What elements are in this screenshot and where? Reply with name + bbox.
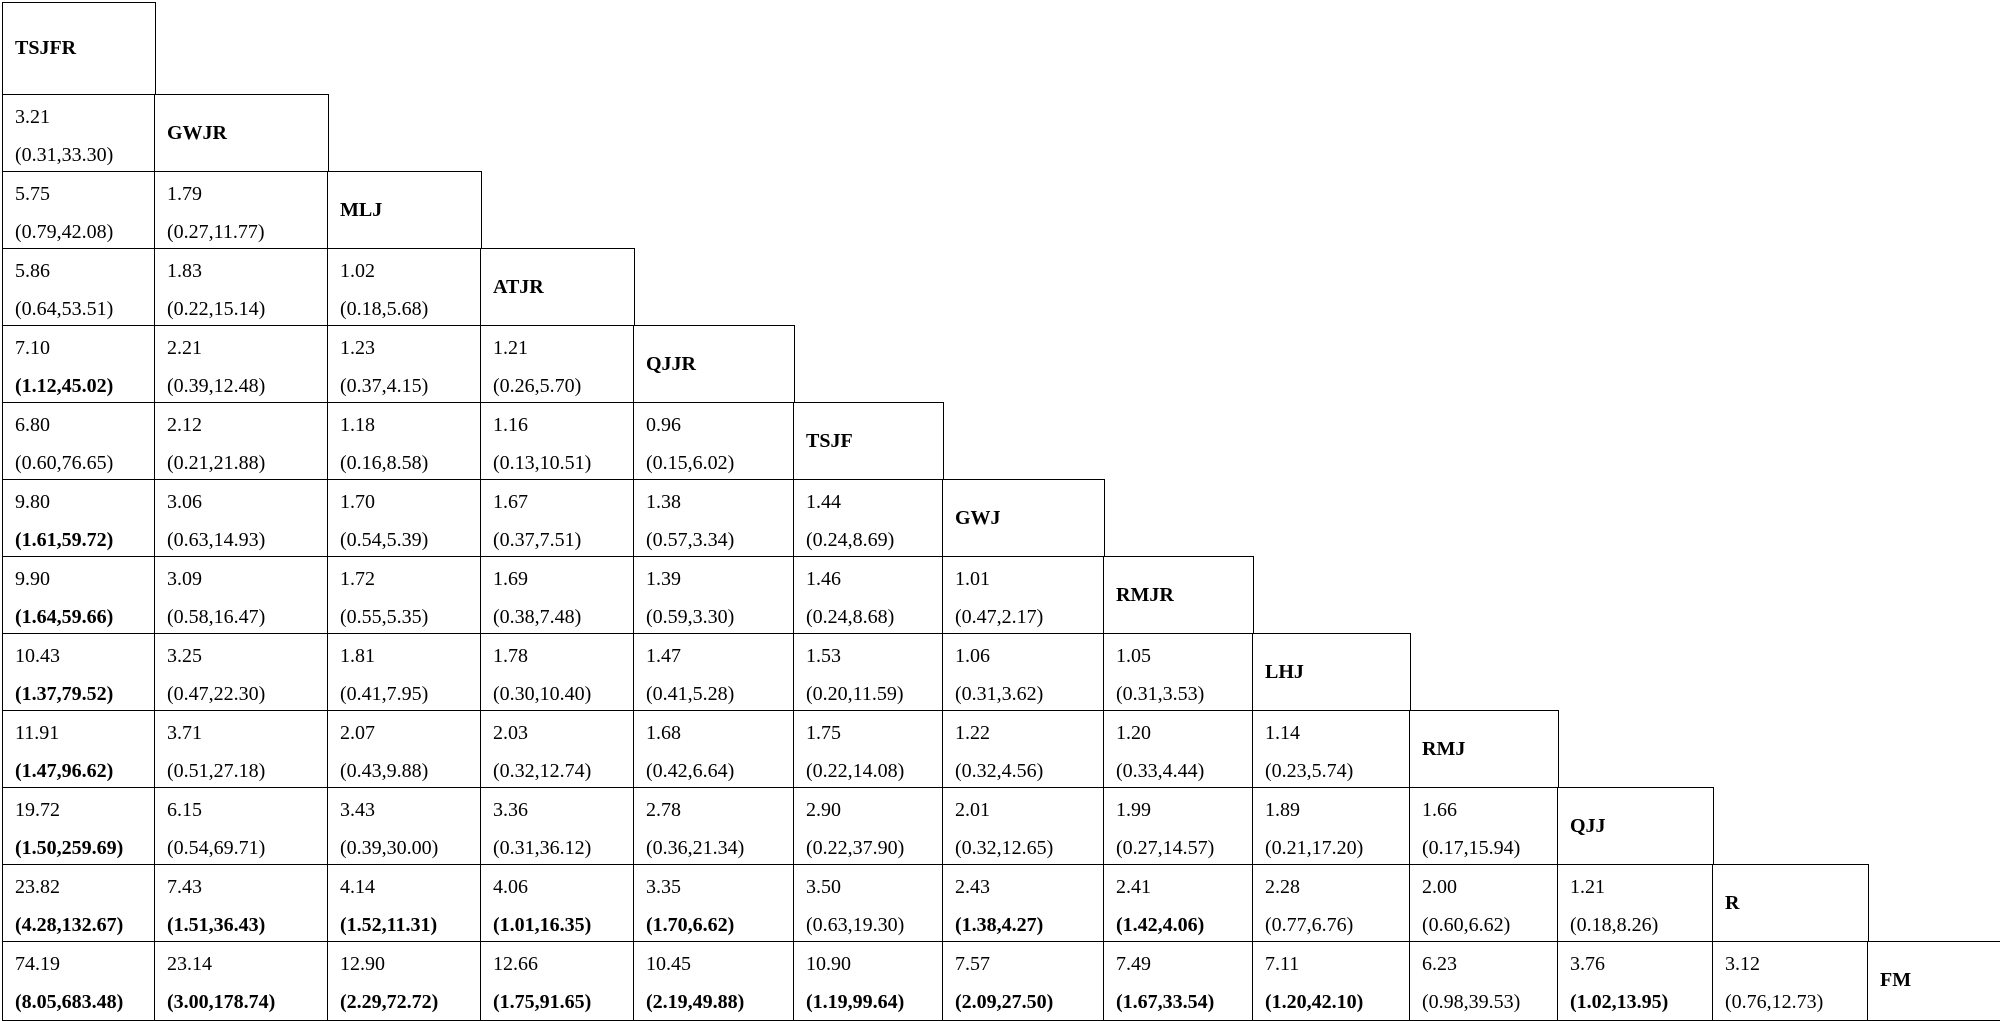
table-cell — [633, 402, 795, 481]
effect-estimate: 10.45 — [646, 953, 691, 975]
treatment-header — [1712, 864, 1869, 943]
table-cell — [327, 556, 482, 635]
treatment-header — [1252, 633, 1411, 712]
confidence-interval: (0.31,3.62) — [955, 683, 1044, 705]
confidence-interval: (0.26,5.70) — [493, 375, 582, 397]
table-cell — [154, 787, 329, 866]
table-cell — [793, 864, 944, 943]
confidence-interval: (0.58,16.47) — [167, 606, 266, 628]
table-cell — [327, 941, 482, 1021]
table-cell — [480, 325, 635, 404]
effect-estimate: 1.05 — [1116, 645, 1151, 667]
confidence-interval: (0.30,10.40) — [493, 683, 592, 705]
table-cell — [2, 633, 156, 712]
table-cell — [942, 633, 1105, 712]
confidence-interval: (0.32,12.74) — [493, 760, 592, 782]
effect-estimate: 9.80 — [15, 491, 50, 513]
table-cell — [2, 787, 156, 866]
confidence-interval: (0.37,7.51) — [493, 529, 582, 551]
confidence-interval: (0.27,14.57) — [1116, 837, 1215, 859]
table-cell — [633, 710, 795, 789]
effect-estimate: 4.14 — [340, 876, 375, 898]
confidence-interval: (0.42,6.64) — [646, 760, 735, 782]
confidence-interval: (0.98,39.53) — [1422, 991, 1521, 1013]
confidence-interval: (2.19,49.88) — [646, 991, 745, 1013]
table-cell — [1103, 633, 1254, 712]
confidence-interval: (0.41,5.28) — [646, 683, 735, 705]
treatment-header — [1103, 556, 1254, 635]
table-cell — [327, 633, 482, 712]
effect-estimate: 1.02 — [340, 260, 375, 282]
effect-estimate: 7.57 — [955, 953, 990, 975]
confidence-interval: (0.31,3.53) — [1116, 683, 1205, 705]
table-cell — [633, 864, 795, 943]
table-cell — [327, 325, 482, 404]
confidence-interval: (2.29,72.72) — [340, 991, 439, 1013]
table-cell — [154, 556, 329, 635]
table-cell — [1252, 941, 1411, 1021]
treatment-label: R — [1725, 891, 1740, 914]
table-cell — [1557, 941, 1714, 1021]
table-cell — [2, 864, 156, 943]
effect-estimate: 6.80 — [15, 414, 50, 436]
confidence-interval: (0.38,7.48) — [493, 606, 582, 628]
table-cell — [2, 248, 156, 327]
effect-estimate: 3.35 — [646, 876, 681, 898]
effect-estimate: 1.79 — [167, 183, 202, 205]
confidence-interval: (0.47,2.17) — [955, 606, 1044, 628]
effect-estimate: 1.68 — [646, 722, 681, 744]
confidence-interval: (1.02,13.95) — [1570, 991, 1669, 1013]
confidence-interval: (1.42,4.06) — [1116, 914, 1205, 936]
effect-estimate: 1.21 — [493, 337, 528, 359]
confidence-interval: (0.64,53.51) — [15, 298, 114, 320]
confidence-interval: (0.77,6.76) — [1265, 914, 1354, 936]
confidence-interval: (0.33,4.44) — [1116, 760, 1205, 782]
table-cell — [2, 171, 156, 250]
confidence-interval: (0.36,21.34) — [646, 837, 745, 859]
confidence-interval: (1.67,33.54) — [1116, 991, 1215, 1013]
confidence-interval: (0.20,11.59) — [806, 683, 904, 705]
effect-estimate: 1.72 — [340, 568, 375, 590]
table-cell — [942, 864, 1105, 943]
table-cell — [480, 633, 635, 712]
effect-estimate: 2.00 — [1422, 876, 1457, 898]
table-cell — [154, 864, 329, 943]
treatment-header — [1557, 787, 1714, 866]
table-cell — [1103, 710, 1254, 789]
effect-estimate: 3.25 — [167, 645, 202, 667]
confidence-interval: (0.32,12.65) — [955, 837, 1054, 859]
effect-estimate: 12.90 — [340, 953, 385, 975]
effect-estimate: 3.06 — [167, 491, 202, 513]
effect-estimate: 2.21 — [167, 337, 202, 359]
effect-estimate: 11.91 — [15, 722, 60, 744]
table-cell — [480, 402, 635, 481]
effect-estimate: 1.21 — [1570, 876, 1605, 898]
table-cell — [633, 479, 795, 558]
table-cell — [480, 556, 635, 635]
effect-estimate: 1.81 — [340, 645, 375, 667]
confidence-interval: (0.79,42.08) — [15, 221, 114, 243]
effect-estimate: 7.11 — [1265, 953, 1300, 975]
treatment-label: TSJFR — [15, 37, 77, 60]
table-cell — [2, 94, 156, 173]
treatment-header — [327, 171, 482, 250]
table-cell — [327, 248, 482, 327]
confidence-interval: (1.70,6.62) — [646, 914, 735, 936]
table-cell — [327, 787, 482, 866]
effect-estimate: 5.86 — [15, 260, 50, 282]
effect-estimate: 2.12 — [167, 414, 202, 436]
effect-estimate: 1.22 — [955, 722, 990, 744]
table-cell — [154, 710, 329, 789]
table-cell — [633, 787, 795, 866]
table-cell — [2, 479, 156, 558]
confidence-interval: (0.24,8.68) — [806, 606, 895, 628]
confidence-interval: (0.21,17.20) — [1265, 837, 1364, 859]
treatment-label: ATJR — [493, 275, 544, 298]
effect-estimate: 3.21 — [15, 106, 50, 128]
confidence-interval: (0.51,27.18) — [167, 760, 266, 782]
effect-estimate: 74.19 — [15, 953, 60, 975]
effect-estimate: 4.06 — [493, 876, 528, 898]
confidence-interval: (0.16,8.58) — [340, 452, 429, 474]
effect-estimate: 1.46 — [806, 568, 841, 590]
effect-estimate: 7.43 — [167, 876, 202, 898]
table-cell — [1557, 864, 1714, 943]
confidence-interval: (1.51,36.43) — [167, 914, 266, 936]
treatment-label: QJJR — [646, 352, 696, 375]
table-cell — [793, 941, 944, 1021]
effect-estimate: 2.90 — [806, 799, 841, 821]
effect-estimate: 1.14 — [1265, 722, 1300, 744]
effect-estimate: 2.03 — [493, 722, 528, 744]
table-cell — [1252, 787, 1411, 866]
table-cell — [480, 479, 635, 558]
confidence-interval: (1.61,59.72) — [15, 529, 114, 551]
confidence-interval: (0.24,8.69) — [806, 529, 895, 551]
confidence-interval: (1.20,42.10) — [1265, 991, 1364, 1013]
treatment-header — [633, 325, 795, 404]
confidence-interval: (0.22,37.90) — [806, 837, 905, 859]
effect-estimate: 1.89 — [1265, 799, 1300, 821]
table-cell — [1252, 710, 1411, 789]
effect-estimate: 10.90 — [806, 953, 851, 975]
effect-estimate: 3.50 — [806, 876, 841, 898]
table-cell — [1712, 941, 1869, 1021]
confidence-interval: (0.27,11.77) — [167, 221, 265, 243]
confidence-interval: (0.59,3.30) — [646, 606, 735, 628]
effect-estimate: 1.75 — [806, 722, 841, 744]
confidence-interval: (0.37,4.15) — [340, 375, 429, 397]
treatment-label: MLJ — [340, 198, 383, 221]
confidence-interval: (0.18,8.26) — [1570, 914, 1659, 936]
effect-estimate: 6.15 — [167, 799, 202, 821]
confidence-interval: (1.37,79.52) — [15, 683, 114, 705]
effect-estimate: 10.43 — [15, 645, 60, 667]
table-cell — [480, 941, 635, 1021]
treatment-header — [480, 248, 635, 327]
effect-estimate: 1.06 — [955, 645, 990, 667]
confidence-interval: (4.28,132.67) — [15, 914, 124, 936]
effect-estimate: 2.01 — [955, 799, 990, 821]
effect-estimate: 5.75 — [15, 183, 50, 205]
effect-estimate: 1.44 — [806, 491, 841, 513]
table-cell — [633, 556, 795, 635]
confidence-interval: (1.47,96.62) — [15, 760, 114, 782]
treatment-header — [1867, 941, 2000, 1021]
confidence-interval: (0.47,22.30) — [167, 683, 266, 705]
effect-estimate: 1.23 — [340, 337, 375, 359]
effect-estimate: 0.96 — [646, 414, 681, 436]
effect-estimate: 3.36 — [493, 799, 528, 821]
table-cell — [2, 710, 156, 789]
table-cell — [480, 787, 635, 866]
confidence-interval: (1.52,11.31) — [340, 914, 438, 936]
treatment-label: FM — [1880, 969, 1912, 992]
treatment-label: GWJ — [955, 506, 1001, 529]
table-cell — [942, 710, 1105, 789]
treatment-label: RMJ — [1422, 737, 1466, 760]
table-cell — [1409, 941, 1559, 1021]
confidence-interval: (0.55,5.35) — [340, 606, 429, 628]
table-cell — [1103, 941, 1254, 1021]
confidence-interval: (0.21,21.88) — [167, 452, 266, 474]
effect-estimate: 1.99 — [1116, 799, 1151, 821]
table-cell — [2, 325, 156, 404]
effect-estimate: 1.18 — [340, 414, 375, 436]
confidence-interval: (0.39,12.48) — [167, 375, 266, 397]
effect-estimate: 1.83 — [167, 260, 202, 282]
table-cell — [2, 402, 156, 481]
effect-estimate: 12.66 — [493, 953, 538, 975]
confidence-interval: (1.19,99.64) — [806, 991, 905, 1013]
table-cell — [793, 710, 944, 789]
confidence-interval: (2.09,27.50) — [955, 991, 1054, 1013]
table-cell — [1252, 864, 1411, 943]
effect-estimate: 3.76 — [1570, 953, 1605, 975]
table-cell — [154, 402, 329, 481]
treatment-header — [1409, 710, 1559, 789]
effect-estimate: 1.16 — [493, 414, 528, 436]
table-cell — [2, 941, 156, 1021]
confidence-interval: (0.43,9.88) — [340, 760, 429, 782]
table-cell — [154, 479, 329, 558]
table-cell — [154, 325, 329, 404]
confidence-interval: (0.31,33.30) — [15, 144, 114, 166]
effect-estimate: 3.43 — [340, 799, 375, 821]
treatment-header — [2, 2, 156, 96]
confidence-interval: (0.31,36.12) — [493, 837, 592, 859]
effect-estimate: 2.28 — [1265, 876, 1300, 898]
effect-estimate: 3.12 — [1725, 953, 1760, 975]
effect-estimate: 2.78 — [646, 799, 681, 821]
table-cell — [327, 864, 482, 943]
confidence-interval: (1.01,16.35) — [493, 914, 592, 936]
effect-estimate: 1.20 — [1116, 722, 1151, 744]
effect-estimate: 1.01 — [955, 568, 990, 590]
effect-estimate: 23.82 — [15, 876, 60, 898]
effect-estimate: 23.14 — [167, 953, 212, 975]
table-cell — [154, 248, 329, 327]
table-cell — [154, 941, 329, 1021]
table-cell — [154, 171, 329, 250]
confidence-interval: (1.12,45.02) — [15, 375, 114, 397]
effect-estimate: 2.43 — [955, 876, 990, 898]
effect-estimate: 2.41 — [1116, 876, 1151, 898]
treatment-label: RMJR — [1116, 583, 1174, 606]
table-cell — [1103, 787, 1254, 866]
treatment-header — [942, 479, 1105, 558]
table-cell — [793, 633, 944, 712]
effect-estimate: 1.70 — [340, 491, 375, 513]
treatment-header — [154, 94, 329, 173]
table-cell — [327, 402, 482, 481]
effect-estimate: 7.10 — [15, 337, 50, 359]
confidence-interval: (1.75,91.65) — [493, 991, 592, 1013]
effect-estimate: 9.90 — [15, 568, 50, 590]
table-cell — [793, 479, 944, 558]
effect-estimate: 1.67 — [493, 491, 528, 513]
confidence-interval: (0.23,5.74) — [1265, 760, 1354, 782]
treatment-label: QJJ — [1570, 814, 1606, 837]
effect-estimate: 1.53 — [806, 645, 841, 667]
table-cell — [942, 787, 1105, 866]
confidence-interval: (0.32,4.56) — [955, 760, 1044, 782]
treatment-header — [793, 402, 944, 481]
confidence-interval: (0.63,19.30) — [806, 914, 905, 936]
table-cell — [2, 556, 156, 635]
table-cell — [1103, 864, 1254, 943]
effect-estimate: 19.72 — [15, 799, 60, 821]
confidence-interval: (0.18,5.68) — [340, 298, 429, 320]
effect-estimate: 1.78 — [493, 645, 528, 667]
effect-estimate: 2.07 — [340, 722, 375, 744]
table-cell — [327, 479, 482, 558]
treatment-label: LHJ — [1265, 660, 1304, 683]
table-cell — [942, 556, 1105, 635]
effect-estimate: 1.47 — [646, 645, 681, 667]
confidence-interval: (0.63,14.93) — [167, 529, 266, 551]
treatment-label: TSJF — [806, 429, 853, 452]
confidence-interval: (0.60,76.65) — [15, 452, 114, 474]
table-cell — [480, 710, 635, 789]
confidence-interval: (0.54,69.71) — [167, 837, 266, 859]
confidence-interval: (8.05,683.48) — [15, 991, 124, 1013]
confidence-interval: (3.00,178.74) — [167, 991, 276, 1013]
confidence-interval: (0.15,6.02) — [646, 452, 735, 474]
effect-estimate: 1.39 — [646, 568, 681, 590]
effect-estimate: 1.69 — [493, 568, 528, 590]
confidence-interval: (0.13,10.51) — [493, 452, 592, 474]
effect-estimate: 6.23 — [1422, 953, 1457, 975]
effect-estimate: 7.49 — [1116, 953, 1151, 975]
table-cell — [793, 556, 944, 635]
table-cell — [633, 941, 795, 1021]
effect-estimate: 3.71 — [167, 722, 202, 744]
table-cell — [942, 941, 1105, 1021]
table-cell — [480, 864, 635, 943]
confidence-interval: (0.54,5.39) — [340, 529, 429, 551]
confidence-interval: (1.50,259.69) — [15, 837, 124, 859]
table-cell — [633, 633, 795, 712]
confidence-interval: (0.39,30.00) — [340, 837, 439, 859]
table-cell — [327, 710, 482, 789]
table-cell — [154, 633, 329, 712]
confidence-interval: (1.38,4.27) — [955, 914, 1044, 936]
effect-estimate: 3.09 — [167, 568, 202, 590]
confidence-interval: (0.22,15.14) — [167, 298, 266, 320]
table-cell — [1409, 787, 1559, 866]
confidence-interval: (0.57,3.34) — [646, 529, 735, 551]
table-cell — [793, 787, 944, 866]
treatment-label: GWJR — [167, 121, 227, 144]
effect-estimate: 1.38 — [646, 491, 681, 513]
confidence-interval: (0.17,15.94) — [1422, 837, 1521, 859]
effect-estimate: 1.66 — [1422, 799, 1457, 821]
confidence-interval: (1.64,59.66) — [15, 606, 114, 628]
confidence-interval: (0.60,6.62) — [1422, 914, 1511, 936]
confidence-interval: (0.22,14.08) — [806, 760, 905, 782]
confidence-interval: (0.76,12.73) — [1725, 991, 1824, 1013]
confidence-interval: (0.41,7.95) — [340, 683, 429, 705]
table-cell — [1409, 864, 1559, 943]
